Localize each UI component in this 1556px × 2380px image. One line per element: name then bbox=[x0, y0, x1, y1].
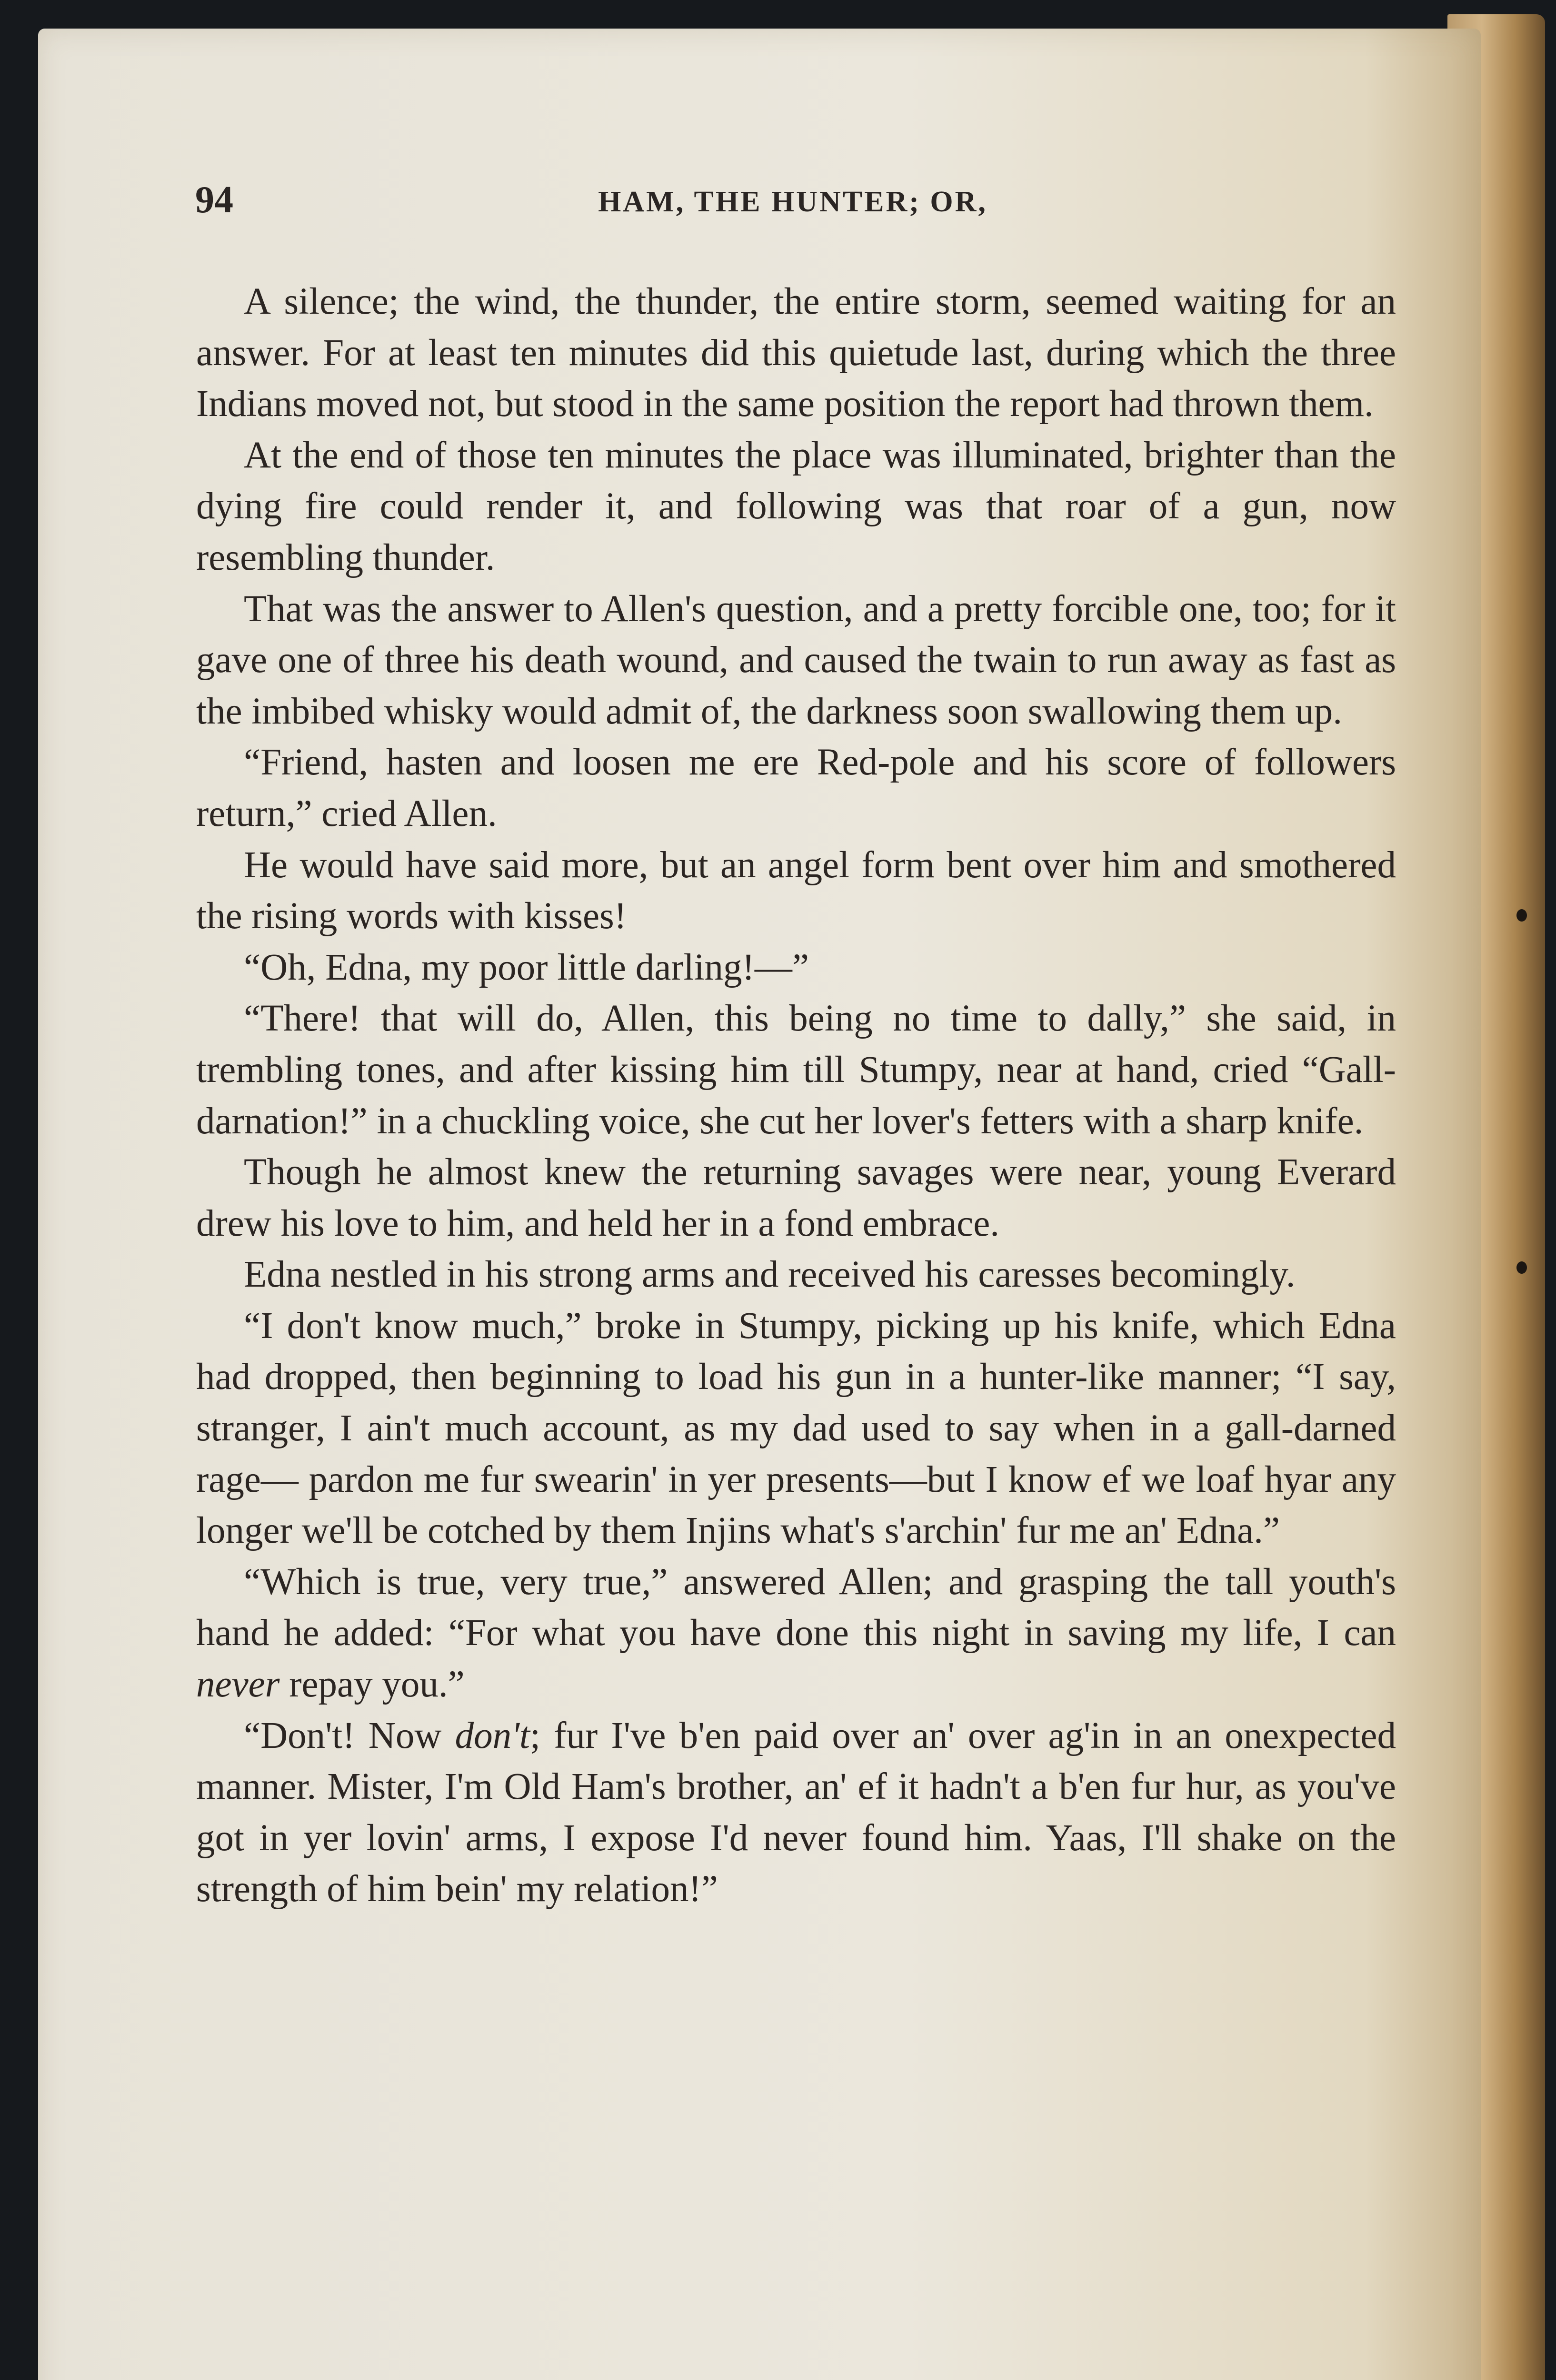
paragraph: That was the answer to Allen's question, and a pretty forcible one, too; for it gave one of three his death wound, and caused the twain to run away as fast as the imbibed whisky would admit of, the darkness soon swallowing them up. bbox=[196, 588, 1396, 732]
paragraph: “Oh, Edna, my poor little darling!—” bbox=[244, 946, 809, 988]
italic-emphasis: never bbox=[196, 1664, 280, 1706]
paragraph: “I don't know much,” broke in Stumpy, picking up his knife, which Edna had dropped, then beginning to load his gun in a hunter-like manner; “I say, stranger, I ain't much account, as my dad used to say when in a gall-darned rage— pardon me fur swearin' in yer presents—but I know ef we loaf hyar any longer we'll be cotched by them Injins what's s'archin' fur me an' Edna.” bbox=[196, 1305, 1396, 1552]
paragraph: Though he almost knew the returning savages were near, young Everard drew his love to him, and held her in a fond embrace. bbox=[196, 1151, 1396, 1244]
binding-hole bbox=[1516, 1261, 1527, 1274]
paragraph: At the end of those ten minutes the place was illuminated, brighter than the dying fire could render it, and following was that roar of a gun, now resembling thunder. bbox=[196, 434, 1396, 578]
text-run: “Which is true, very true,” answered Allen; and grasping the tall youth's hand he added: “For what you have done this night in saving my life, I can bbox=[196, 1561, 1396, 1654]
paragraph: “There! that will do, Allen, this being no time to dally,” she said, in trembling tones, and after kissing him till Stumpy, near at hand, cried “Gall-darnation!” in a chuckling voice, she cut her lover's fetters with a sharp knife. bbox=[196, 998, 1396, 1142]
paragraph bbox=[196, 1710, 1396, 1915]
text-run: “Don't! Now bbox=[244, 1715, 455, 1756]
paragraph: “Friend, hasten and loosen me ere Red-pole and his score of followers return,” cried Allen. bbox=[196, 742, 1396, 834]
body-text bbox=[196, 276, 1396, 1915]
page-number: 94 bbox=[195, 179, 233, 221]
running-head: HAM, THE HUNTER; OR, bbox=[598, 186, 987, 218]
page-header bbox=[195, 178, 1390, 231]
paragraph: Edna nestled in his strong arms and received his caresses becomingly. bbox=[244, 1254, 1296, 1296]
text-run: repay you.” bbox=[279, 1664, 465, 1706]
paragraph bbox=[196, 1557, 1396, 1710]
paragraph: He would have said more, but an angel form bent over him and smothered the rising words with kisses! bbox=[196, 844, 1396, 937]
italic-emphasis: don't bbox=[455, 1715, 530, 1756]
binding-hole bbox=[1516, 909, 1527, 922]
text-run: ; fur I've b'en paid over an' over ag'in in an onexpected manner. Mister, I'm Old Ham's brother, an' ef it hadn't a b'en fur hur, as you've got in yer lovin' arms, I expose I'd never found him. Yaas, I'll shake on the strength of him bein' my relation!” bbox=[196, 1715, 1396, 1910]
paragraph: A silence; the wind, the thunder, the entire storm, seemed waiting for an answer. For at least ten minutes did this quietude last, during which the three Indians moved not, but stood in the same position the report had thrown them. bbox=[196, 281, 1396, 425]
